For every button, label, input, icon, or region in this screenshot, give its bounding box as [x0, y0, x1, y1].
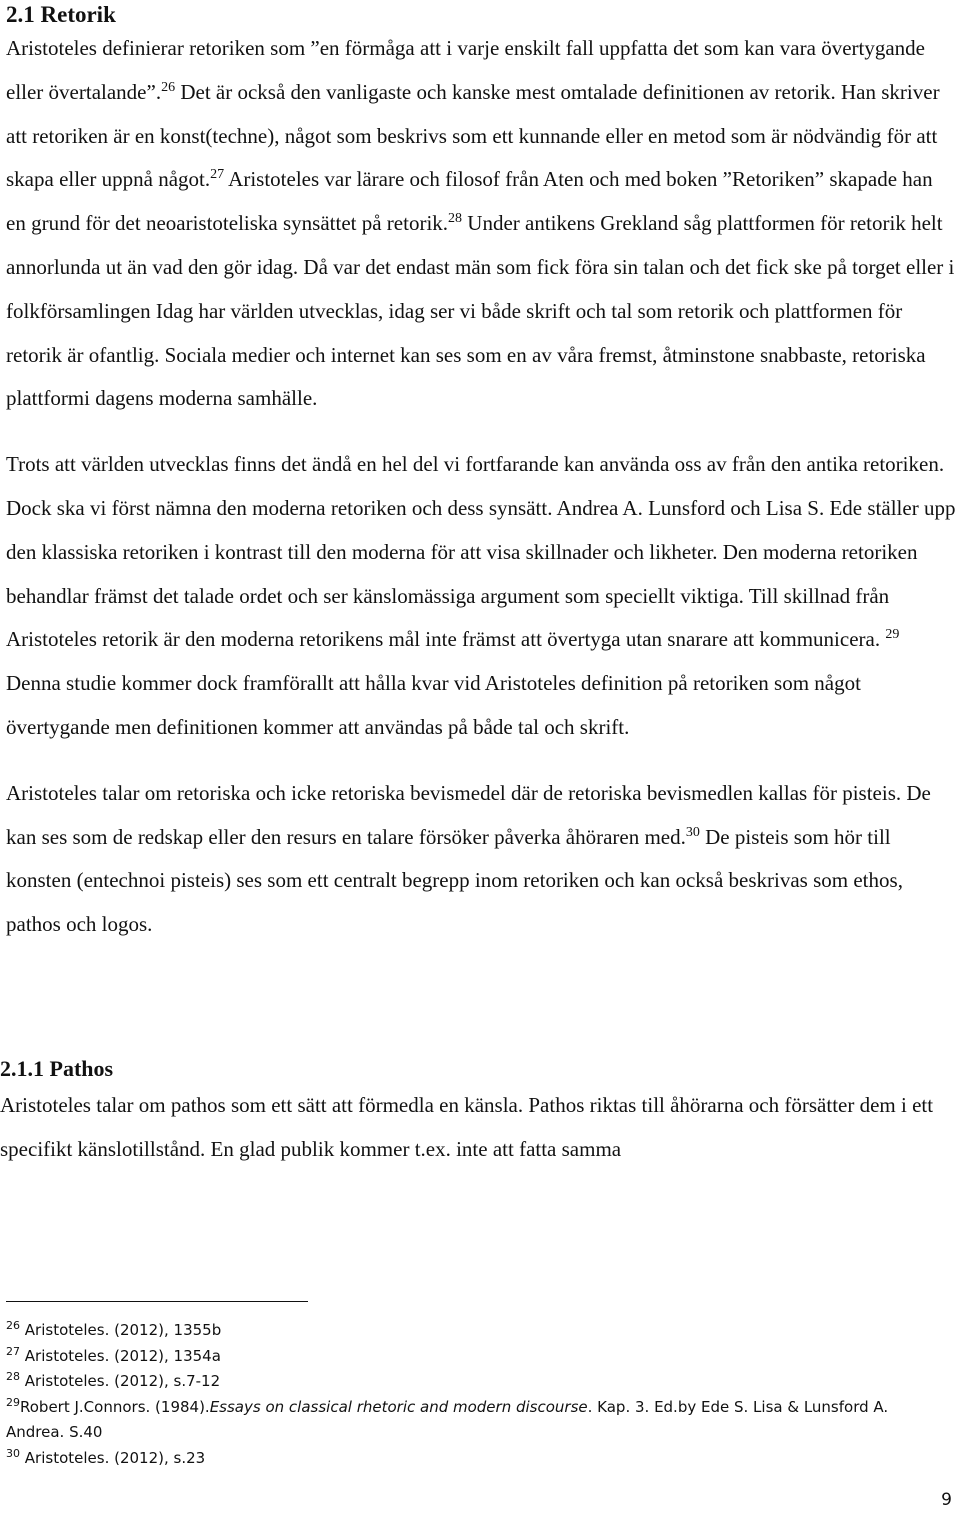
paragraph-text: De pisteis som hör till konsten (entechnoi pisteis) ses som ett centralt begrepp inom retoriken och kan också beskrivas som ethos, pathos och logos.	[6, 824, 903, 937]
footnote-text: Aristoteles. (2012), s.23	[24, 1448, 206, 1467]
paragraph-text: Aristoteles definierar retoriken som ”en förmåga att i varje enskilt fall uppfatta det som kan vara övertygande eller övertalande”.	[6, 36, 925, 104]
footnote-number: 28	[6, 1370, 20, 1383]
footnote-reference[interactable]: 29	[885, 627, 900, 643]
footnote-text: Aristoteles. (2012), 1354a	[24, 1346, 221, 1365]
footnote-number: 29	[6, 1395, 20, 1409]
subsection-heading: 2.1.1 Pathos	[0, 1056, 114, 1081]
body-paragraph	[6, 27, 956, 421]
footnote-item	[6, 1369, 946, 1395]
paragraph-text: Under antikens Grekland såg plattformen för retorik helt annorlunda ut än vad den gör idag. Då var det endast män som fick föra sin talan och det fick ske på torget eller i folkförsamlingen Idag har världen utvecklas, idag ser vi både skrift och tal som retorik och plattformen för retorik är ofantlig. Sociala medier och internet kan ses som en av våra fremst, åtminstone snabbaste, retoriska plattformi dagens moderna samhälle.	[6, 211, 955, 411]
footnote-title: Essays on classical rhetoric and modern discourse	[209, 1397, 588, 1416]
section-heading: 2.1 Retorik	[6, 2, 116, 27]
footnote-separator	[6, 1301, 308, 1302]
footnote-item	[6, 1318, 946, 1344]
paragraph-text: Trots att världen utvecklas finns det ändå en hel del vi fortfarande kan använda oss av från den antika retoriken. Dock ska vi först nämna den moderna retoriken och dess synsätt. Andrea A. Lunsford och Lisa S. Ede ställer upp den klassiska retoriken i kontrast till den moderna för att visa skillnader och likheter. Den moderna retoriken behandlar främst det talade ordet och ser känslomässiga argument som speciellt viktiga. Till skillnad från Aristoteles retorik är den moderna retorikens mål inte främst att övertyga utan snarare att kommunicera.	[6, 452, 956, 652]
footnote-reference[interactable]: 26	[161, 79, 176, 95]
section-body	[6, 27, 956, 947]
paragraph-text: Det är också den vanligaste och kanske mest omtalade definitionen av retorik. Han skriver att retoriken är en konst(techne), något som beskrivs som ett kunnande eller en metod som är nödvändig för att skapa eller uppnå något.	[6, 79, 940, 192]
body-paragraph	[6, 443, 956, 750]
footnote-text: . Kap. 3. Ed.by Ede S. Lisa & Lunsford A. Andrea. S.40	[6, 1397, 889, 1441]
paragraph-text: Aristoteles var lärare och filosof från Aten och med boken ”Retoriken” skapade han en grund för det neoaristoteliska synsättet på retorik.	[6, 167, 933, 236]
paragraph-text: Aristoteles talar om retoriska och icke retoriska bevismedel där de retoriska bevismedlen kallas för pisteis. De kan ses som de redskap eller den resurs en talare försöker påverka åhöraren med.	[6, 780, 931, 849]
footnote-reference[interactable]: 30	[685, 824, 700, 840]
subsection	[0, 1054, 950, 1172]
body-paragraph	[6, 772, 956, 947]
footnote-reference[interactable]: 28	[448, 211, 463, 227]
footnote-text: Robert J.Connors. (1984).	[20, 1397, 210, 1416]
footnote-text: Aristoteles. (2012), 1355b	[24, 1321, 222, 1339]
footnote-number: 27	[6, 1344, 20, 1358]
subsection-paragraph: Aristoteles talar om pathos som ett sätt att förmedla en känsla. Pathos riktas till åhörarna och försätter dem i ett specifikt känslotillstånd. En glad publik kommer t.ex. inte att fatta samma	[0, 1093, 934, 1161]
footnote-list	[6, 1318, 946, 1471]
footnote-reference[interactable]: 27	[210, 167, 225, 183]
footnote-item	[6, 1395, 946, 1446]
page-number: 9	[941, 1490, 952, 1510]
footnote-number: 26	[6, 1319, 20, 1332]
document-page	[6, 0, 956, 947]
footnote-text: Aristoteles. (2012), s.7-12	[24, 1372, 221, 1390]
footnote-item	[6, 1344, 946, 1370]
footnote-item	[6, 1446, 946, 1472]
footnote-number: 30	[6, 1446, 20, 1460]
paragraph-text: Denna studie kommer dock framförallt att hålla kvar vid Aristoteles definition på retoriken som något övertygande men definitionen kommer att användas på både tal och skrift.	[6, 671, 861, 739]
